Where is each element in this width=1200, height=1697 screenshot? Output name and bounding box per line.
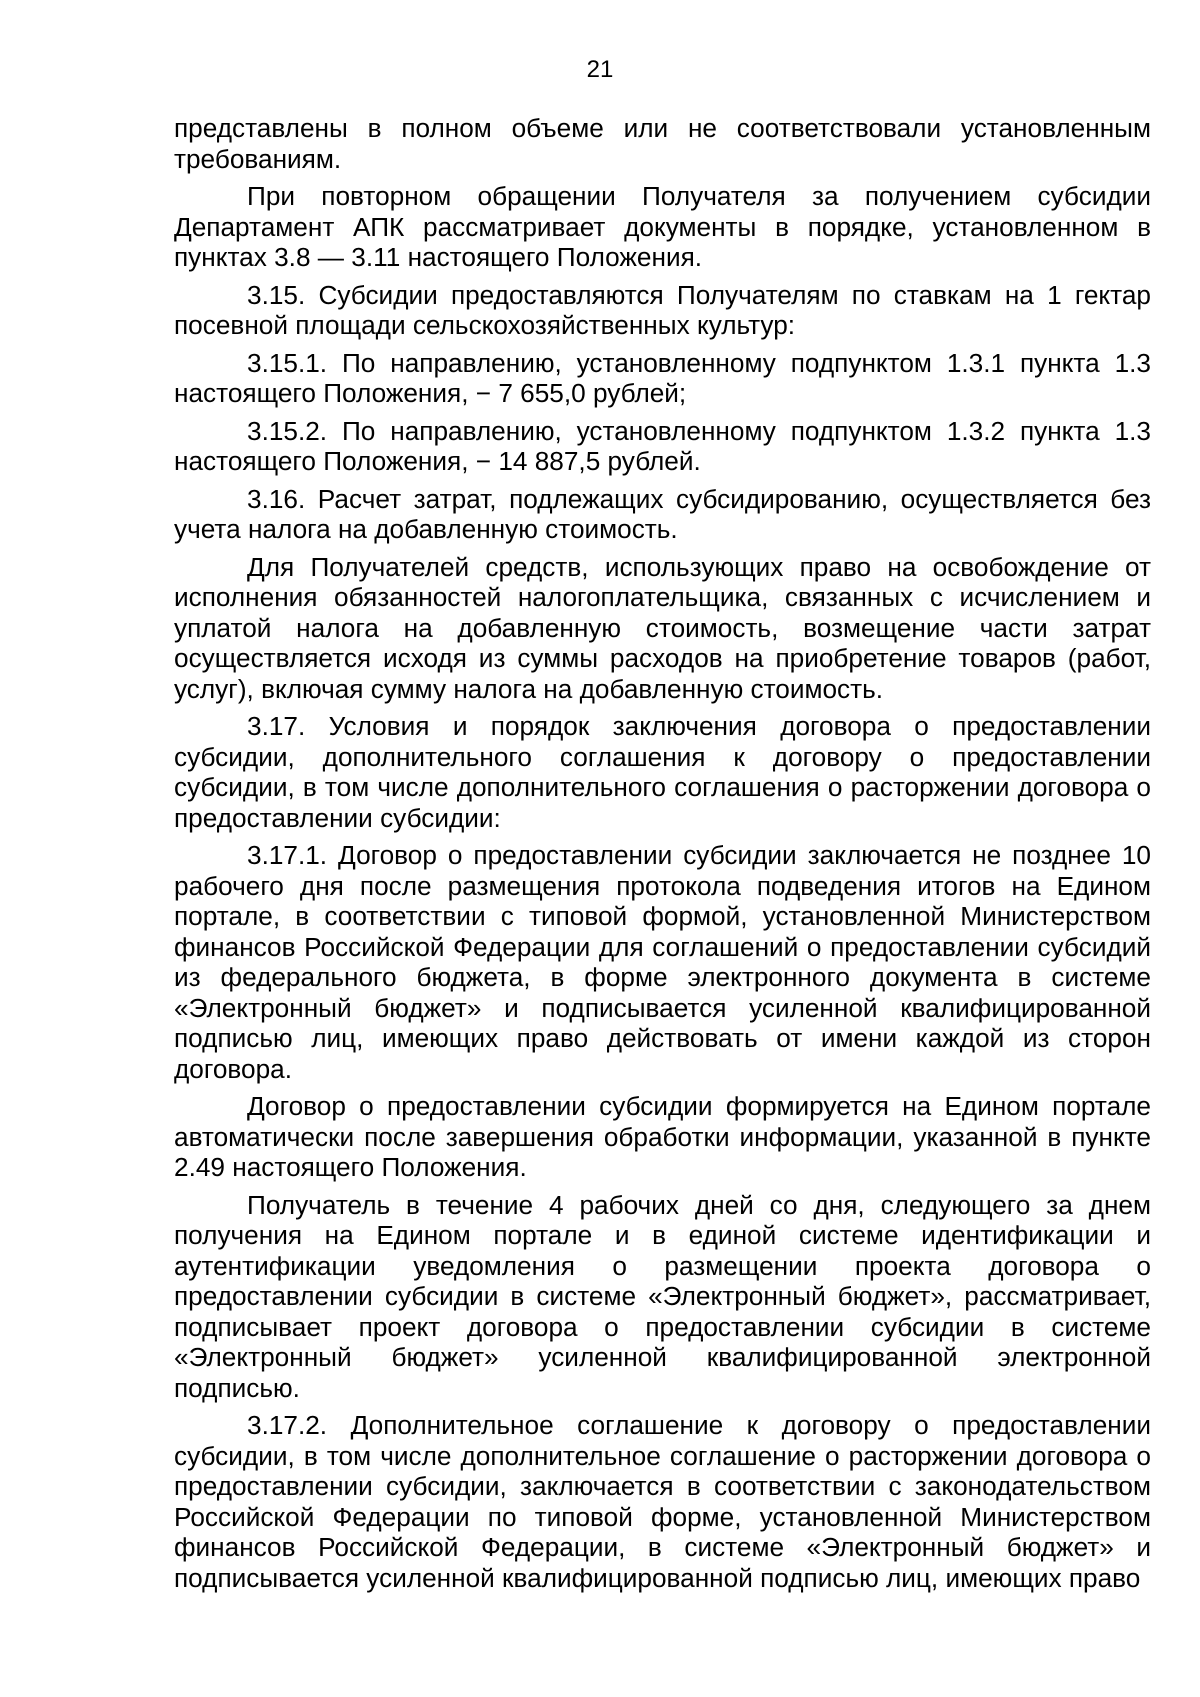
paragraph-vat-exemption: Для Получателей средств, использующих право на освобождение от исполнения обязанностей налогоплательщика, связанных с исчислением и уплатой налога на добавленную стоимость, возмещение части затрат осуществляется исходя из суммы расходов на приобретение товаров (работ, услуг), включая сумму налога на добавленную стоимость. <box>174 551 1151 704</box>
clause-3-15-1: 3.15.1. По направлению, установленному подпунктом 1.3.1 пункта 1.3 настоящего Положения, − 7 655,0 рублей; <box>174 347 1151 408</box>
clause-3-15-2: 3.15.2. По направлению, установленному подпунктом 1.3.2 пункта 1.3 настоящего Положения, − 14 887,5 рублей. <box>174 415 1151 476</box>
page-number: 21 <box>586 56 614 83</box>
clause-3-17-2: 3.17.2. Дополнительное соглашение к договору о предоставлении субсидии, в том числе дополнительное соглашение о расторжении договора о предоставлении субсидии, заключается в соответствии с законодательством Российской Федерации по типовой форме, установленной Министерством финансов Российской Федерации, в системе «Электронный бюджет» и подписывается усиленной квалифицированной подписью лиц, имеющих право <box>174 1410 1151 1593</box>
paragraph-repeat-application: При повторном обращении Получателя за получением субсидии Департамент АПК рассматривает документы в порядке, установленном в пунктах 3.8 — 3.11 настоящего Положения. <box>174 181 1151 272</box>
paragraph-contract-formation: Договор о предоставлении субсидии формируется на Едином портале автоматически после завершения обработки информации, указанной в пункте 2.49 настоящего Положения. <box>174 1091 1151 1182</box>
clause-3-17: 3.17. Условия и порядок заключения договора о предоставлении субсидии, дополнительного соглашения к договору о предоставлении субсидии, в том числе дополнительного соглашения о расторжении договора о предоставлении субсидии: <box>174 711 1151 833</box>
clause-3-15: 3.15. Субсидии предоставляются Получателям по ставкам на 1 гектар посевной площади сельскохозяйственных культур: <box>174 279 1151 340</box>
document-body <box>174 113 1151 1600</box>
clause-3-16: 3.16. Расчет затрат, подлежащих субсидированию, осуществляется без учета налога на добавленную стоимость. <box>174 483 1151 544</box>
clause-3-17-1: 3.17.1. Договор о предоставлении субсидии заключается не позднее 10 рабочего дня после размещения протокола подведения итогов на Едином портале, в соответствии с типовой формой, установленной Министерством финансов Российской Федерации для соглашений о предоставлении субсидий из федерального бюджета, в форме электронного документа в системе «Электронный бюджет» и подписывается усиленной квалифицированной подписью лиц, имеющих право действовать от имени каждой из сторон договора. <box>174 840 1151 1084</box>
paragraph-continuation: представлены в полном объеме или не соответствовали установленным требованиям. <box>174 113 1151 174</box>
paragraph-recipient-signing: Получатель в течение 4 рабочих дней со дня, следующего за днем получения на Едином портале и в единой системе идентификации и аутентификации уведомления о размещении проекта договора о предоставлении субсидии в системе «Электронный бюджет», рассматривает, подписывает проект договора о предоставлении субсидии в системе «Электронный бюджет» усиленной квалифицированной электронной подписью. <box>174 1189 1151 1403</box>
